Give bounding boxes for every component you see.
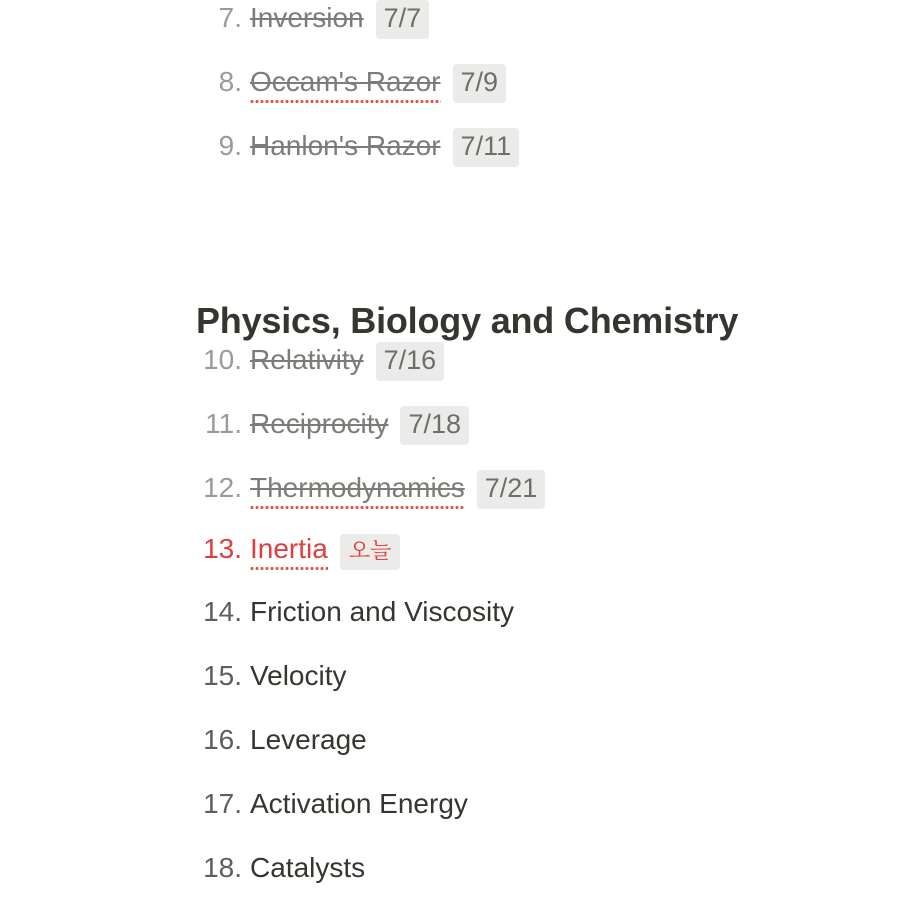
list-item-number: 9.	[218, 130, 242, 161]
list-item[interactable]	[196, 128, 848, 192]
list-item-label[interactable]: Inertia	[250, 533, 328, 564]
list-item-date-badge[interactable]: 7/21	[477, 470, 546, 509]
list-item[interactable]	[196, 342, 848, 406]
list-item-today[interactable]	[196, 534, 848, 598]
list-item-label[interactable]: Hanlon's Razor	[250, 130, 441, 161]
list-item-number: 15.	[203, 660, 242, 691]
list-item-number: 13.	[203, 533, 242, 564]
list-item-date-badge[interactable]: 7/11	[453, 128, 520, 167]
list-item-number: 17.	[203, 788, 242, 819]
list-item[interactable]	[196, 0, 848, 64]
list-item-number: 10.	[203, 344, 242, 375]
list-item[interactable]	[196, 470, 848, 534]
list-item-label[interactable]: Catalysts	[250, 854, 366, 883]
list-item-today-badge[interactable]: 오늘	[340, 534, 401, 570]
list-item-label[interactable]: Velocity	[250, 660, 347, 691]
list-item-label[interactable]: Thermodynamics	[250, 472, 465, 503]
list-item-date-badge[interactable]: 7/7	[376, 0, 430, 39]
list-item-label[interactable]: Reciprocity	[250, 408, 389, 439]
list-item-number: 16.	[203, 724, 242, 755]
list-item-number: 12.	[203, 472, 242, 503]
list-item[interactable]	[196, 598, 848, 662]
list-item-label[interactable]: Activation Energy	[250, 788, 468, 819]
section-heading: Physics, Biology and Chemistry	[196, 300, 739, 341]
list-item-number: 8.	[218, 66, 242, 97]
list-item-label[interactable]: Occam's Razor	[250, 66, 441, 97]
list-item-number: 14.	[203, 596, 242, 627]
list-item-date-badge[interactable]: 7/16	[376, 342, 445, 381]
list-section-physics	[196, 278, 848, 918]
list-item-label[interactable]: Inversion	[250, 2, 364, 33]
list-item[interactable]	[196, 64, 848, 128]
list-item-label[interactable]: Leverage	[250, 724, 367, 755]
list-item-number: 18.	[203, 854, 242, 883]
list-item-label[interactable]: Relativity	[250, 344, 364, 375]
list-section-continued	[196, 0, 848, 192]
list-item-number: 11.	[205, 408, 242, 439]
list-item-date-badge[interactable]: 7/18	[400, 406, 469, 445]
list-item[interactable]	[196, 854, 848, 918]
section-spacer	[196, 192, 848, 278]
list-item[interactable]	[196, 406, 848, 470]
list-item-label[interactable]: Friction and Viscosity	[250, 596, 515, 627]
list-item[interactable]	[196, 662, 848, 726]
list-item[interactable]	[196, 726, 848, 790]
list-item[interactable]	[196, 790, 848, 854]
list-item-date-badge[interactable]: 7/9	[453, 64, 507, 103]
list-item-number: 7.	[218, 2, 242, 33]
